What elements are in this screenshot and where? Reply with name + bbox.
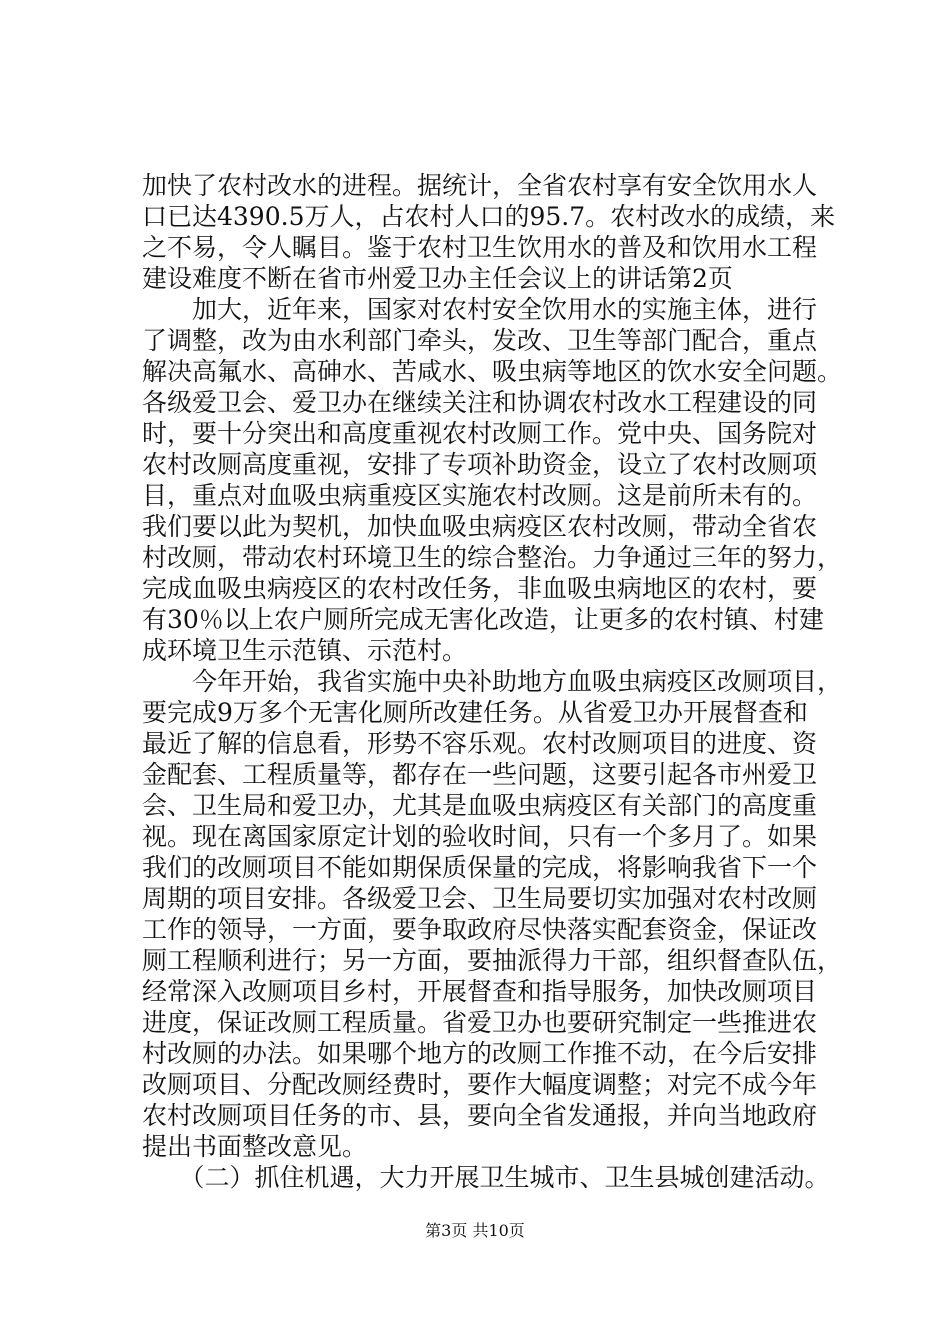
text-line: 提出书面整改意见。 [142, 1132, 368, 1161]
text-line: 周期的项目安排。各级爱卫会、卫生局要切实加强对农村改厕 [142, 884, 818, 913]
text-line: 各级爱卫会、爱卫办在继续关注和协调农村改水工程建设的同 [142, 388, 818, 417]
text-line: 村改厕，带动农村环境卫生的综合整治。力争通过三年的努力， [142, 543, 842, 572]
text-line: 我们要以此为契机，加快血吸虫病疫区农村改厕，带动全省农 [142, 512, 818, 541]
text-line: 口已达4390.5万人，占农村人口的95.7。农村改水的成绩，来 [142, 202, 836, 231]
text-line: 加快了农村改水的进程。据统计，全省农村享有安全饮用水人 [142, 171, 818, 200]
text-line: 完成血吸虫病疫区的农村改任务，非血吸虫病地区的农村，要 [142, 574, 818, 603]
text-line: 了调整，改为由水利部门牵头，发改、卫生等部门配合，重点 [142, 326, 818, 355]
text-line: 会、卫生局和爱卫办，尤其是血吸虫病疫区有关部门的高度重 [142, 791, 818, 820]
text-line: 今年开始，我省实施中央补助地方血吸虫病疫区改厕项目， [142, 667, 842, 696]
page-footer: 第3页 共10页 [425, 1221, 525, 1240]
text-line: 建设难度不断在省市州爱卫办主任会议上的讲话第2页 [142, 264, 733, 293]
text-line: 工作的领导，一方面，要争取政府尽快落实配套资金，保证改 [142, 915, 818, 944]
text-line: 进度，保证改厕工程质量。省爱卫办也要研究制定一些推进农 [142, 1008, 818, 1037]
text-line: 目，重点对血吸虫病重疫区实施农村改厕。这是前所未有的。 [142, 481, 818, 510]
text-line: 金配套、工程质量等，都存在一些问题，这要引起各市州爱卫 [142, 760, 818, 789]
text-line: 加大，近年来，国家对农村安全饮用水的实施主体，进行 [142, 295, 818, 324]
text-line: （二）抓住机遇，大力开展卫生城市、卫生县城创建活动。 [142, 1163, 830, 1192]
text-line: 解决高氟水、高砷水、苦咸水、吸虫病等地区的饮水安全问题。 [142, 357, 842, 386]
text-line: 之不易，令人瞩目。鉴于农村卫生饮用水的普及和饮用水工程 [142, 233, 818, 262]
text-line: 村改厕的办法。如果哪个地方的改厕工作推不动，在今后安排 [142, 1039, 818, 1068]
text-line: 农村改厕高度重视，安排了专项补助资金，设立了农村改厕项 [142, 450, 818, 479]
text-line: 视。现在离国家原定计划的验收时间，只有一个多月了。如果 [142, 822, 818, 851]
text-line: 时，要十分突出和高度重视农村改厕工作。党中央、国务院对 [142, 419, 818, 448]
text-line: 改厕项目、分配改厕经费时，要作大幅度调整；对完不成今年 [142, 1070, 818, 1099]
text-line: 要完成9万多个无害化厕所改建任务。从省爱卫办开展督查和 [142, 698, 808, 727]
text-line: 最近了解的信息看，形势不容乐观。农村改厕项目的进度、资 [142, 729, 818, 758]
text-line: 农村改厕项目任务的市、县，要向全省发通报，并向当地政府 [142, 1101, 818, 1130]
text-line: 成环境卫生示范镇、示范村。 [142, 636, 468, 665]
body-text [142, 170, 842, 1193]
text-line: 有30％以上农户厕所完成无害化改造，让更多的农村镇、村建 [142, 605, 824, 634]
text-line: 我们的改厕项目不能如期保质保量的完成，将影响我省下一个 [142, 853, 818, 882]
text-line: 经常深入改厕项目乡村，开展督查和指导服务，加快改厕项目 [142, 977, 818, 1006]
text-line: 厕工程顺利进行；另一方面，要抽派得力干部，组织督查队伍， [142, 946, 842, 975]
